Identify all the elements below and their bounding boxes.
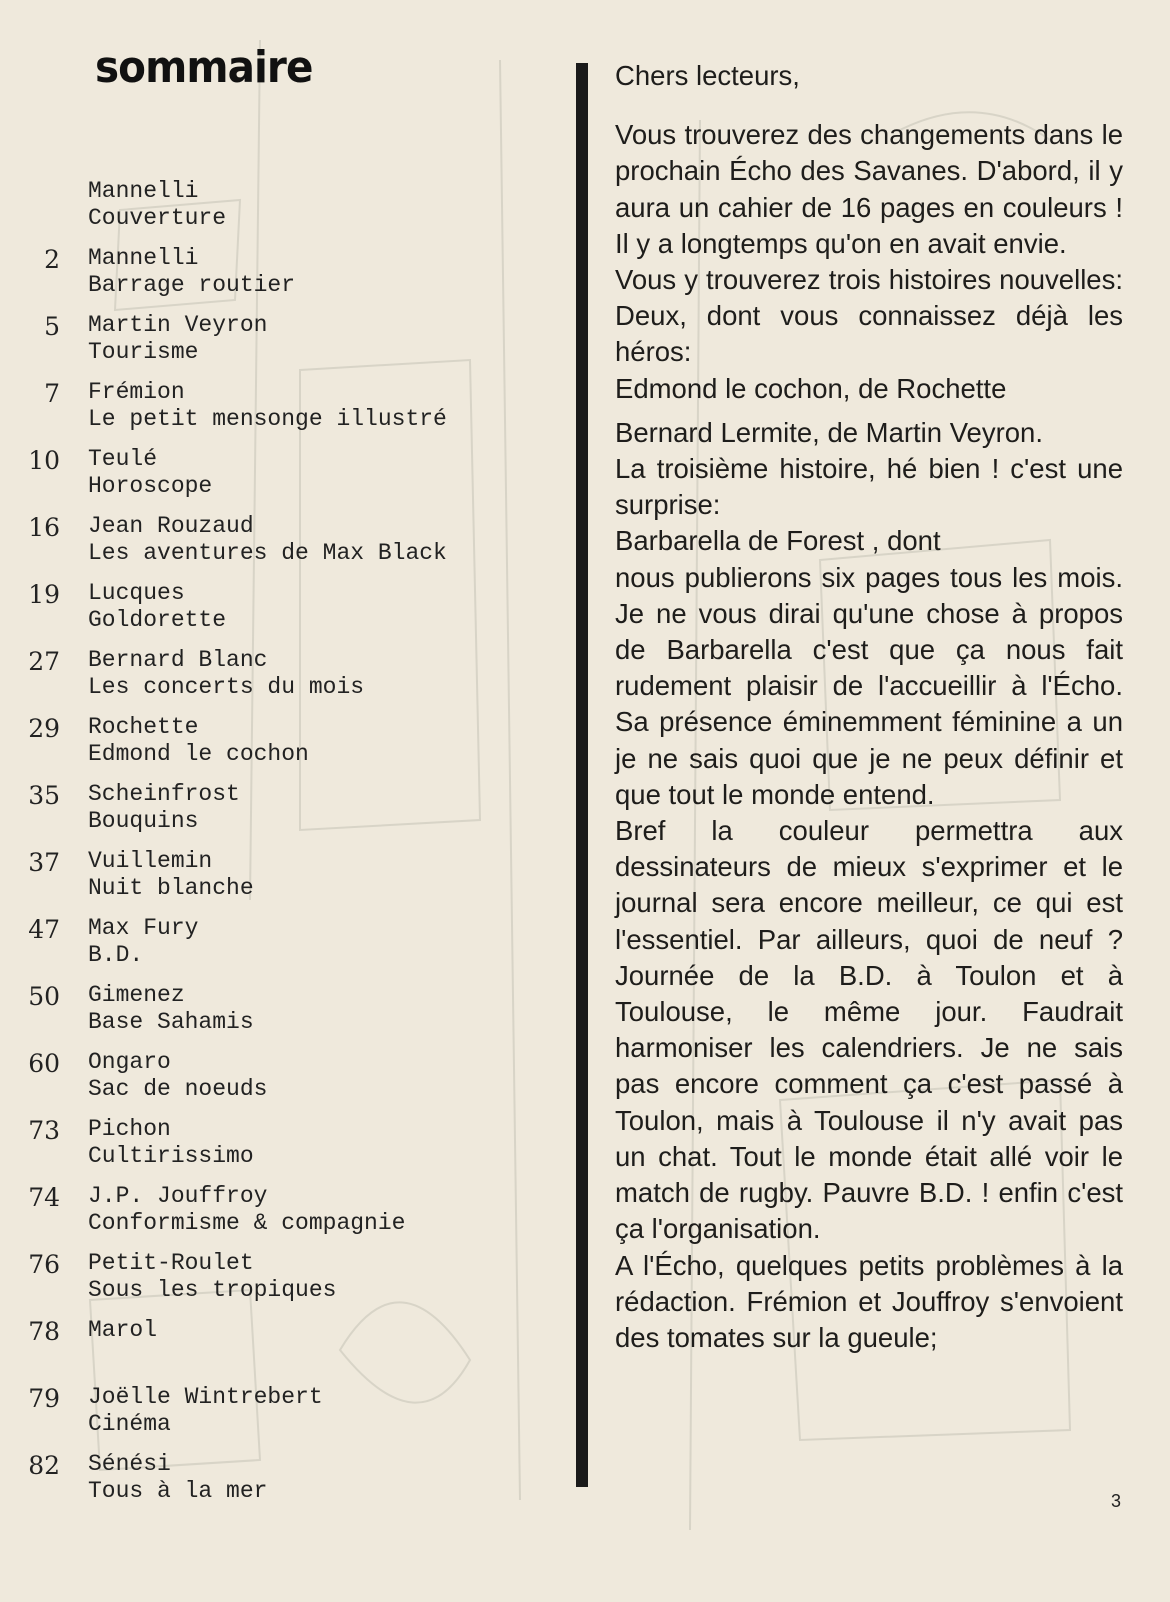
toc-entry — [0, 1317, 560, 1384]
toc-subject: Couverture — [88, 205, 227, 231]
toc-author: Rochette — [88, 714, 199, 740]
toc-author: Ongaro — [88, 1049, 171, 1075]
toc-author: Gimenez — [88, 982, 185, 1008]
toc-entry — [0, 848, 560, 915]
toc-author: J.P. Jouffroy — [88, 1183, 268, 1209]
toc-text — [88, 312, 267, 366]
toc-subject: Goldorette — [88, 607, 227, 633]
toc-page-number: 2 — [44, 245, 60, 274]
toc-text — [88, 379, 447, 433]
editorial-greeting: Chers lecteurs, — [615, 60, 800, 91]
toc-page-number: 5 — [44, 312, 60, 341]
toc-subject: Bouquins — [88, 808, 199, 834]
toc-page-number: 60 — [28, 1049, 60, 1078]
toc-author: Vuillemin — [88, 848, 213, 874]
toc-page-number: 50 — [28, 982, 60, 1011]
toc-author: Jean Rouzaud — [88, 513, 254, 539]
toc-author: Lucques — [88, 580, 185, 606]
toc-subject: Nuit blanche — [88, 875, 254, 901]
toc-author: Petit-Roulet — [88, 1250, 254, 1276]
toc-text — [88, 714, 309, 768]
toc-text — [88, 982, 254, 1036]
toc-subject: Cultirissimo — [88, 1143, 254, 1169]
column-divider — [576, 63, 588, 1487]
toc-entry — [0, 513, 560, 580]
toc-subject: Horoscope — [88, 473, 213, 499]
toc-entry — [0, 446, 560, 513]
toc-subject: Barrage routier — [88, 272, 296, 298]
editorial-paragraph: A l'Écho, quelques petits problèmes à la rédaction. Frémion et Jouffroy s'envoient des tomates sur la gueule; — [615, 1249, 1123, 1353]
toc-page-number: 35 — [28, 781, 60, 810]
toc-entry — [0, 1384, 560, 1451]
toc-page-number: 29 — [28, 714, 60, 743]
toc-author: Frémion — [88, 379, 185, 405]
toc-entry — [0, 245, 560, 312]
toc-entry — [0, 982, 560, 1049]
toc-text — [88, 1451, 267, 1505]
toc-page-number: 37 — [28, 848, 60, 877]
editorial-column — [615, 58, 1123, 1356]
toc-entry — [0, 178, 560, 245]
toc-subject: B.D. — [88, 942, 144, 968]
toc-entry — [0, 1116, 560, 1183]
editorial-paragraph: La troisième histoire, hé bien ! c'est une surprise: — [615, 453, 1123, 521]
editorial-paragraph: Edmond le cochon, de Rochette — [615, 372, 1007, 404]
toc-page-number: 10 — [28, 446, 60, 475]
toc-text — [88, 1049, 267, 1103]
toc-text — [88, 513, 447, 567]
toc-page-number: 7 — [44, 379, 60, 408]
sommaire-column — [0, 0, 560, 1602]
toc-entry — [0, 647, 560, 714]
editorial-paragraph: nous publierons six pages tous les mois. Je ne vous dirai qu'une chose à propos de Barbarella c'est que ça nous fait rudement plaisir de l'accueillir à l'Écho. Sa présence éminemment féminine a un je ne sais quoi que je ne peux définir et que tout le monde entend. — [615, 561, 1123, 810]
page-number: 3 — [1111, 1491, 1122, 1511]
toc-subject: Sac de noeuds — [88, 1076, 268, 1102]
toc-author: Pichon — [88, 1116, 171, 1142]
toc-entry — [0, 714, 560, 781]
toc-page-number: 47 — [28, 915, 60, 944]
toc-entry — [0, 379, 560, 446]
toc-subject: Sous les tropiques — [88, 1277, 337, 1303]
toc-text — [88, 781, 240, 835]
editorial-paragraph: Barbarella de Forest , dont — [615, 525, 941, 557]
toc-subject: Les aventures de Max Black — [88, 540, 447, 566]
toc-subject: Edmond le cochon — [88, 741, 309, 767]
toc-author: Scheinfrost — [88, 781, 240, 807]
toc-subject: Tous à la mer — [88, 1478, 268, 1504]
toc-text — [88, 1183, 405, 1237]
toc-text — [88, 580, 226, 634]
toc-author: Bernard Blanc — [88, 647, 268, 673]
toc-entry — [0, 915, 560, 982]
editorial-paragraph: Bernard Lermite, de Martin Veyron. — [615, 416, 1043, 448]
toc-text — [88, 245, 295, 299]
toc-text — [88, 647, 364, 701]
toc-author: Sénési — [88, 1451, 171, 1477]
editorial-paragraph: Bref la couleur permettra aux dessinateurs de mieux s'exprimer et le journal sera encore meilleur, ce qui est l'essentiel. Par ailleurs, quoi de neuf ? Journée de la B.D. à Toulon et à Toulouse, le même jour. Faudrait harmoniser les calendriers. Je ne sais pas encore comment ça c'est passé à Toulon, mais à Toulouse il n'y avait pas un chat. Tout le monde était allé voir le match de rugby. Pauvre B.D. ! enfin c'est ça l'organisation. — [615, 815, 1123, 1245]
toc-page-number: 82 — [28, 1451, 60, 1480]
toc-page-number: 78 — [28, 1317, 60, 1346]
toc-page-number: 79 — [28, 1384, 60, 1413]
toc-text — [88, 848, 254, 902]
toc-page-number: 16 — [28, 513, 60, 542]
toc-page-number: 19 — [28, 580, 60, 609]
toc-author: Martin Veyron — [88, 312, 268, 338]
toc-entry — [0, 1451, 560, 1518]
toc-entry — [0, 580, 560, 647]
table-of-contents — [0, 178, 560, 1518]
editorial-paragraph: Vous y trouverez trois histoires nouvelles: Deux, dont vous connaissez déjà les héros: — [615, 264, 1123, 368]
editorial-paragraph: Vous trouverez des changements dans le prochain Écho des Savanes. D'abord, il y aura un cahier de 16 pages en couleurs ! Il y a longtemps qu'on en avait envie. — [615, 119, 1123, 259]
toc-author: Mannelli — [88, 178, 199, 204]
toc-text — [88, 1250, 336, 1304]
toc-entry — [0, 781, 560, 848]
toc-subject: Conformisme & compagnie — [88, 1210, 406, 1236]
toc-author: Max Fury — [88, 915, 199, 941]
toc-page-number: 27 — [28, 647, 60, 676]
toc-subject: Base Sahamis — [88, 1009, 254, 1035]
toc-author: Teulé — [88, 446, 158, 472]
toc-subject: Tourisme — [88, 339, 199, 365]
toc-entry — [0, 312, 560, 379]
toc-entry — [0, 1250, 560, 1317]
toc-author: Mannelli — [88, 245, 199, 271]
toc-subject: Cinéma — [88, 1411, 171, 1437]
toc-subject: Les concerts du mois — [88, 674, 365, 700]
toc-text — [88, 178, 226, 232]
sommaire-title: sommaire — [95, 42, 313, 93]
toc-text — [88, 1116, 254, 1170]
toc-author: Marol — [88, 1317, 158, 1343]
toc-text — [88, 1384, 323, 1438]
toc-page-number: 76 — [28, 1250, 60, 1279]
toc-text — [88, 1317, 157, 1344]
toc-text — [88, 915, 198, 969]
toc-entry — [0, 1183, 560, 1250]
toc-subject: Le petit mensonge illustré — [88, 406, 447, 432]
toc-author: Joëlle Wintrebert — [88, 1384, 323, 1410]
toc-page-number: 74 — [28, 1183, 60, 1212]
toc-entry — [0, 1049, 560, 1116]
toc-text — [88, 446, 212, 500]
toc-page-number: 73 — [28, 1116, 60, 1145]
